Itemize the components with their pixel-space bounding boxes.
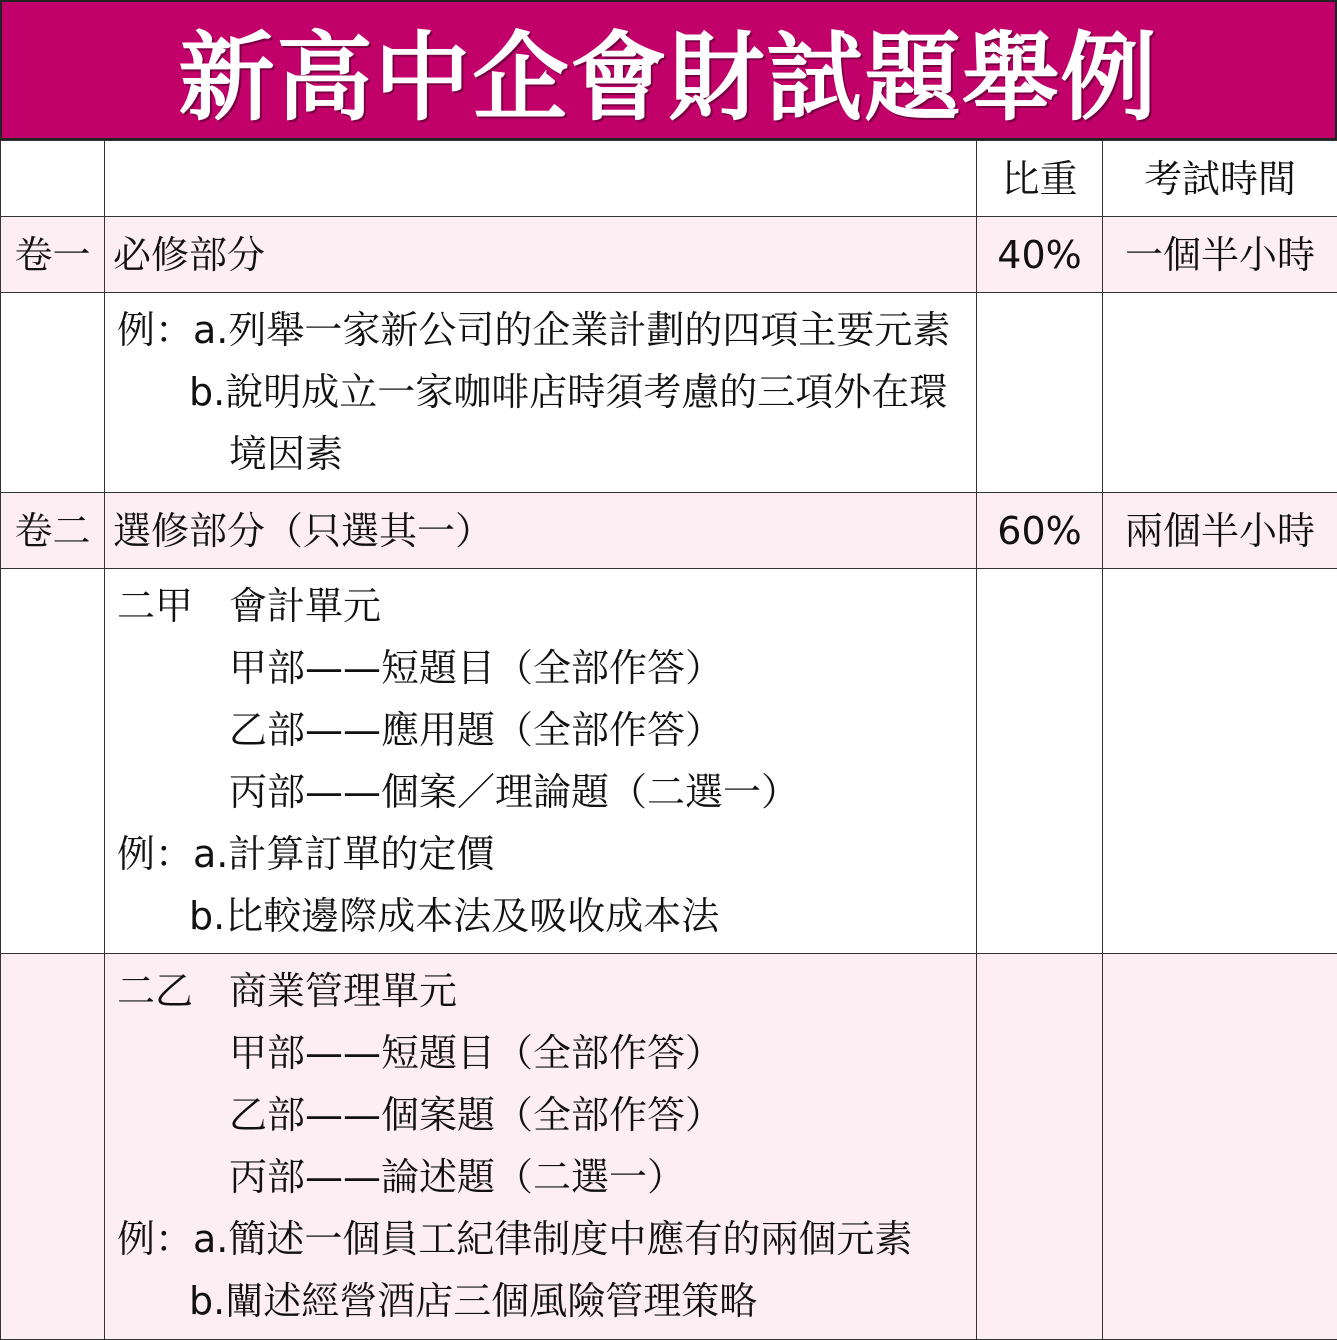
unit-b-part2: 乙部——個案題（全部作答）	[117, 1084, 976, 1146]
unit-a-part3: 丙部——個案／理論題（二選一）	[117, 761, 976, 823]
unit-b-example-b: b.闡述經營酒店三個風險管理策略	[117, 1270, 976, 1332]
paper2-label: 卷二	[1, 493, 105, 569]
paper1-time: 一個半小時	[1103, 217, 1337, 293]
paper1-row	[1, 217, 1337, 293]
unit-b-row	[1, 954, 1337, 1340]
exam-structure-table	[0, 140, 1337, 1340]
paper1-detail-row	[1, 293, 1337, 493]
paper2-time: 兩個半小時	[1103, 493, 1337, 569]
unit-a-example-b: b.比較邊際成本法及吸收成本法	[117, 885, 976, 947]
unit-a-code: 二甲	[117, 575, 229, 637]
unit-b-part1: 甲部——短題目（全部作答）	[117, 1022, 976, 1084]
paper1-example-a: a.列舉一家新公司的企業計劃的四項主要元素	[193, 299, 950, 361]
paper1-label: 卷一	[1, 217, 105, 293]
unit-b-name: 商業管理單元	[229, 960, 457, 1022]
unit-a-part1: 甲部——短題目（全部作答）	[117, 637, 976, 699]
header-empty-cell-2	[105, 141, 977, 217]
unit-b-code: 二乙	[117, 960, 229, 1022]
paper2-weight: 60%	[977, 493, 1103, 569]
paper1-example-b1: b.說明成立一家咖啡店時須考慮的三項外在環	[117, 361, 976, 423]
title-banner	[0, 0, 1337, 140]
paper1-name: 必修部分	[105, 217, 977, 293]
paper1-weight: 40%	[977, 217, 1103, 293]
header-empty-cell-1	[1, 141, 105, 217]
unit-a-row	[1, 569, 1337, 954]
unit-a-content	[105, 569, 977, 954]
unit-b-content	[105, 954, 977, 1340]
unit-b-part3: 丙部——論述題（二選一）	[117, 1146, 976, 1208]
example-label: 例：	[117, 823, 193, 885]
paper2-row	[1, 493, 1337, 569]
example-label: 例：	[117, 1208, 193, 1270]
header-time: 考試時間	[1103, 141, 1337, 217]
page-title: 新高中企會財試題舉例	[179, 2, 1159, 139]
paper1-examples	[105, 293, 977, 493]
paper1-example-b2: 境因素	[117, 423, 976, 485]
header-row	[1, 141, 1337, 217]
unit-a-part2: 乙部——應用題（全部作答）	[117, 699, 976, 761]
unit-a-example-a: a.計算訂單的定價	[193, 823, 494, 885]
header-weight: 比重	[977, 141, 1103, 217]
unit-a-name: 會計單元	[229, 575, 381, 637]
example-label: 例：	[117, 299, 193, 361]
unit-b-example-a: a.簡述一個員工紀律制度中應有的兩個元素	[193, 1208, 912, 1270]
paper2-name: 選修部分（只選其一）	[105, 493, 977, 569]
